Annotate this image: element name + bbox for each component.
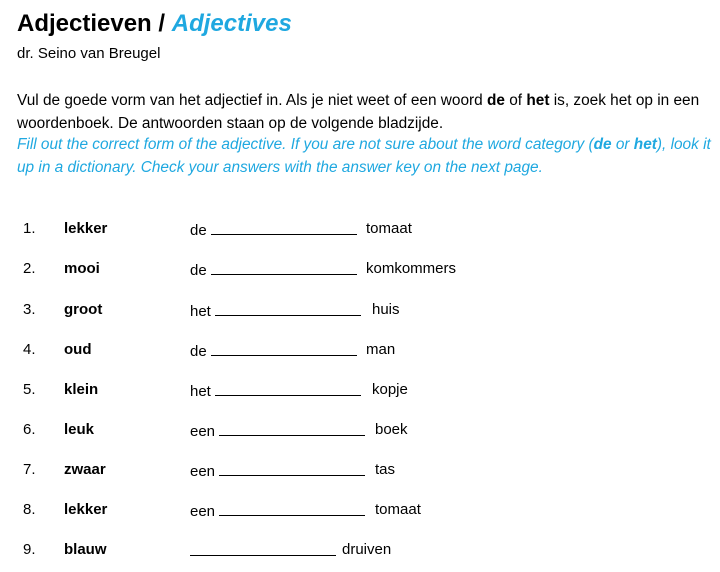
instructions-english-het: het	[633, 136, 657, 153]
answer-blank[interactable]	[211, 258, 357, 275]
exercise-phrase	[190, 258, 357, 282]
exercise-number: 1.	[23, 220, 36, 237]
exercise-adjective: klein	[64, 381, 99, 398]
exercise-noun: druiven	[342, 541, 392, 558]
exercise-article: de	[190, 222, 207, 239]
exercise-number: 4.	[23, 341, 36, 358]
instructions-english-part3: ), look it up in a dictionary. Check your answers with the answer key on the next page.	[17, 136, 711, 176]
exercise-phrase	[190, 539, 336, 563]
exercise-noun: man	[366, 341, 396, 358]
answer-blank[interactable]	[219, 459, 365, 476]
exercise-noun: komkommers	[366, 260, 457, 277]
title-separator: /	[151, 10, 172, 37]
exercise-phrase	[190, 299, 361, 323]
answer-blank[interactable]	[190, 539, 336, 556]
answer-blank[interactable]	[211, 339, 357, 356]
instructions-english-de: de	[593, 136, 612, 153]
instructions-english-part1: Fill out the correct form of the adjective. If you are not sure about the word category (	[17, 136, 594, 153]
exercise-noun: huis	[372, 301, 400, 318]
exercise-number: 2.	[23, 260, 36, 277]
exercise-article: de	[190, 343, 207, 360]
exercise-adjective: oud	[64, 341, 92, 358]
instructions-english-part2: or	[611, 136, 634, 153]
exercise-number: 5.	[23, 381, 36, 398]
exercise-adjective: lekker	[64, 501, 108, 518]
exercise-phrase	[190, 379, 361, 403]
exercise-phrase	[190, 499, 365, 523]
answer-blank[interactable]	[219, 419, 365, 436]
answer-blank[interactable]	[211, 218, 357, 235]
exercise-number: 6.	[23, 421, 36, 438]
exercise-adjective: lekker	[64, 220, 108, 237]
instructions-dutch-part1: Vul de goede vorm van het adjectief in. Als je niet weet of een woord	[17, 92, 487, 109]
exercise-article: een	[190, 423, 216, 440]
exercise-phrase	[190, 339, 357, 363]
exercise-adjective: leuk	[64, 421, 95, 438]
exercise-phrase	[190, 419, 365, 443]
exercise-number: 9.	[23, 541, 36, 558]
exercise-noun: kopje	[372, 381, 408, 398]
exercise-phrase	[190, 459, 365, 483]
instructions-dutch-part3: is, zoek het op in een woordenboek. De antwoorden staan op de volgende bladzijde.	[17, 92, 700, 132]
answer-blank[interactable]	[215, 379, 361, 396]
exercise-adjective: groot	[64, 301, 103, 318]
exercise-article: de	[190, 262, 207, 279]
exercise-noun: boek	[375, 421, 408, 438]
exercise-phrase	[190, 218, 357, 242]
exercise-article: het	[190, 383, 211, 400]
answer-blank[interactable]	[219, 499, 365, 516]
exercise-article: een	[190, 503, 216, 520]
exercise-number: 3.	[23, 301, 36, 318]
instructions-dutch	[17, 89, 712, 135]
exercise-number: 8.	[23, 501, 36, 518]
instructions-dutch-part2: of	[504, 92, 527, 109]
exercise-article: het	[190, 303, 211, 320]
exercise-noun: tomaat	[366, 220, 412, 237]
exercise-noun: tomaat	[375, 501, 421, 518]
author-line: dr. Seino van Breugel	[17, 45, 161, 62]
exercise-article: een	[190, 463, 216, 480]
exercise-noun: tas	[375, 461, 396, 478]
exercise-adjective: zwaar	[64, 461, 106, 478]
answer-blank[interactable]	[215, 299, 361, 316]
exercise-adjective: mooi	[64, 260, 100, 277]
exercise-adjective: blauw	[64, 541, 107, 558]
instructions-dutch-de: de	[487, 92, 505, 109]
instructions-dutch-het: het	[526, 92, 550, 109]
title-english: Adjectives	[171, 10, 292, 37]
exercise-number: 7.	[23, 461, 36, 478]
page-title	[17, 9, 292, 39]
title-dutch: Adjectieven	[17, 10, 152, 37]
instructions-english	[17, 133, 712, 179]
